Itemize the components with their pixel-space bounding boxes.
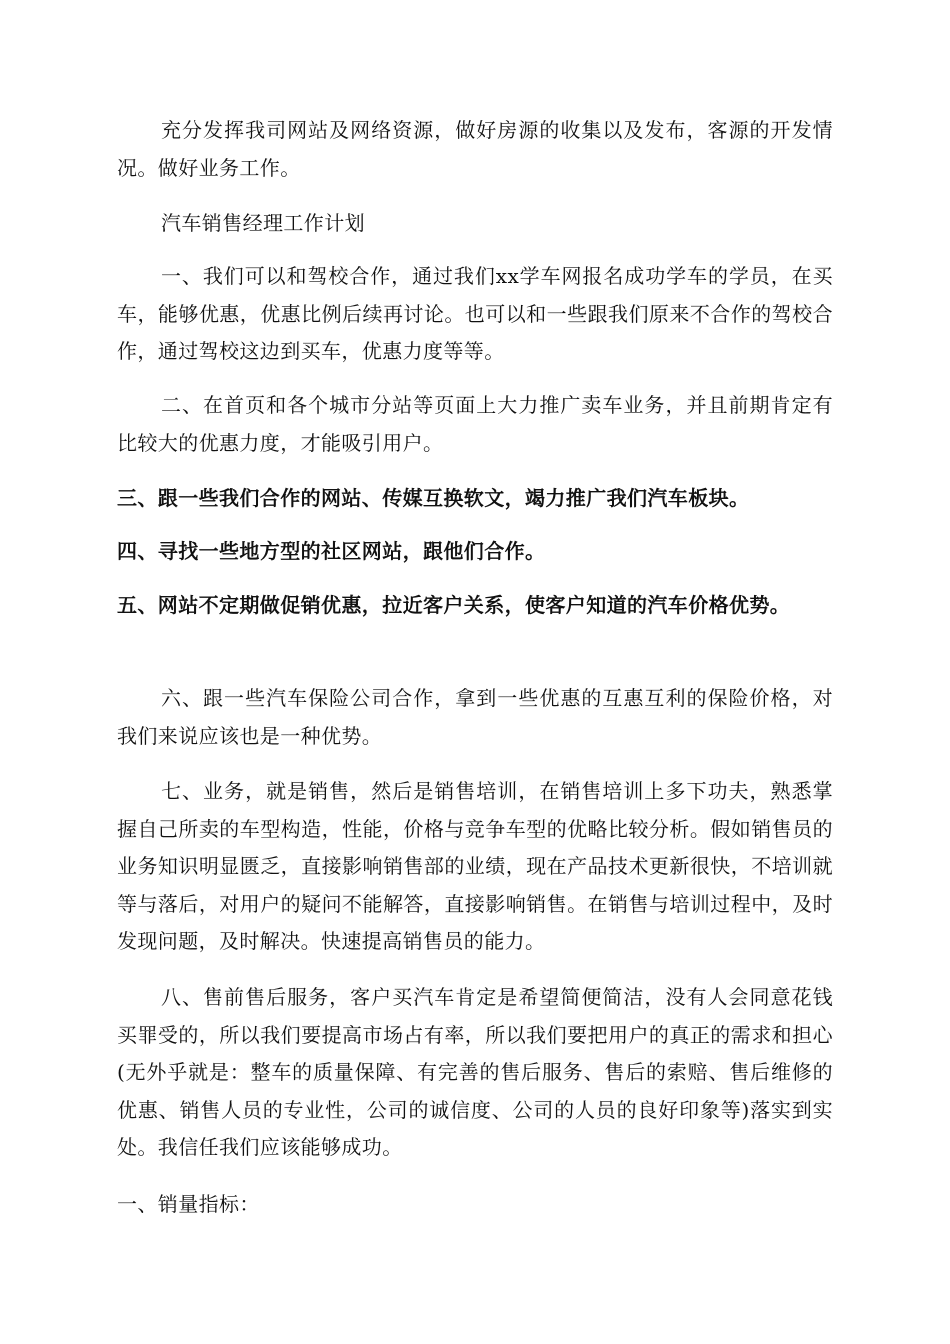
paragraph-item-4: 四、寻找一些地方型的社区网站，跟他们合作。 bbox=[117, 539, 546, 563]
paragraph-item-3: 三、跟一些我们合作的网站、传媒互换软文，竭力推广我们汽车板块。 bbox=[117, 486, 750, 510]
paragraph-item-8: 八、售前售后服务，客户买汽车肯定是希望简便简洁，没有人会同意花钱买罪受的，所以我们要提高市场占有率，所以我们要把用户的真正的需求和担心(无外乎就是：整车的质量保障、有完善的售后服务、售后的索赔、售后维修的优惠、销售人员的专业性，公司的诚信度、公司的人员的良好印象等)落实到实处。我信任我们应该能够成功。 bbox=[117, 985, 833, 1159]
paragraph-intro: 充分发挥我司网站及网络资源，做好房源的收集以及发布，客源的开发情况。做好业务工作。 bbox=[117, 118, 833, 180]
paragraph-item-7: 七、业务，就是销售，然后是销售培训，在销售培训上多下功夫，熟悉掌握自己所卖的车型构造，性能，价格与竞争车型的优略比较分析。假如销售员的业务知识明显匮乏，直接影响销售部的业绩，现在产品技术更新很快，不培训就等与落后，对用户的疑问不能解答，直接影响销售。在销售与培训过程中，及时发现问题，及时解决。快速提高销售员的能力。 bbox=[117, 779, 833, 953]
section-heading: 汽车销售经理工作计划 bbox=[161, 211, 365, 235]
paragraph-item-2: 二、在首页和各个城市分站等页面上大力推广卖车业务，并且前期肯定有比较大的优惠力度，才能吸引用户。 bbox=[117, 393, 833, 455]
paragraph-item-1: 一、我们可以和驾校合作，通过我们xx学车网报名成功学车的学员，在买车，能够优惠，优惠比例后续再讨论。也可以和一些跟我们原来不合作的驾校合作，通过驾校这边到买车，优惠力度等等。 bbox=[117, 264, 833, 363]
paragraph-item-6: 六、跟一些汽车保险公司合作，拿到一些优惠的互惠互利的保险价格，对我们来说应该也是一种优势。 bbox=[117, 686, 833, 748]
paragraph-item-5: 五、网站不定期做促销优惠，拉近客户关系，使客户知道的汽车价格优势。 bbox=[117, 593, 791, 617]
sub-heading-sales-targets: 一、销量指标： bbox=[117, 1192, 260, 1216]
